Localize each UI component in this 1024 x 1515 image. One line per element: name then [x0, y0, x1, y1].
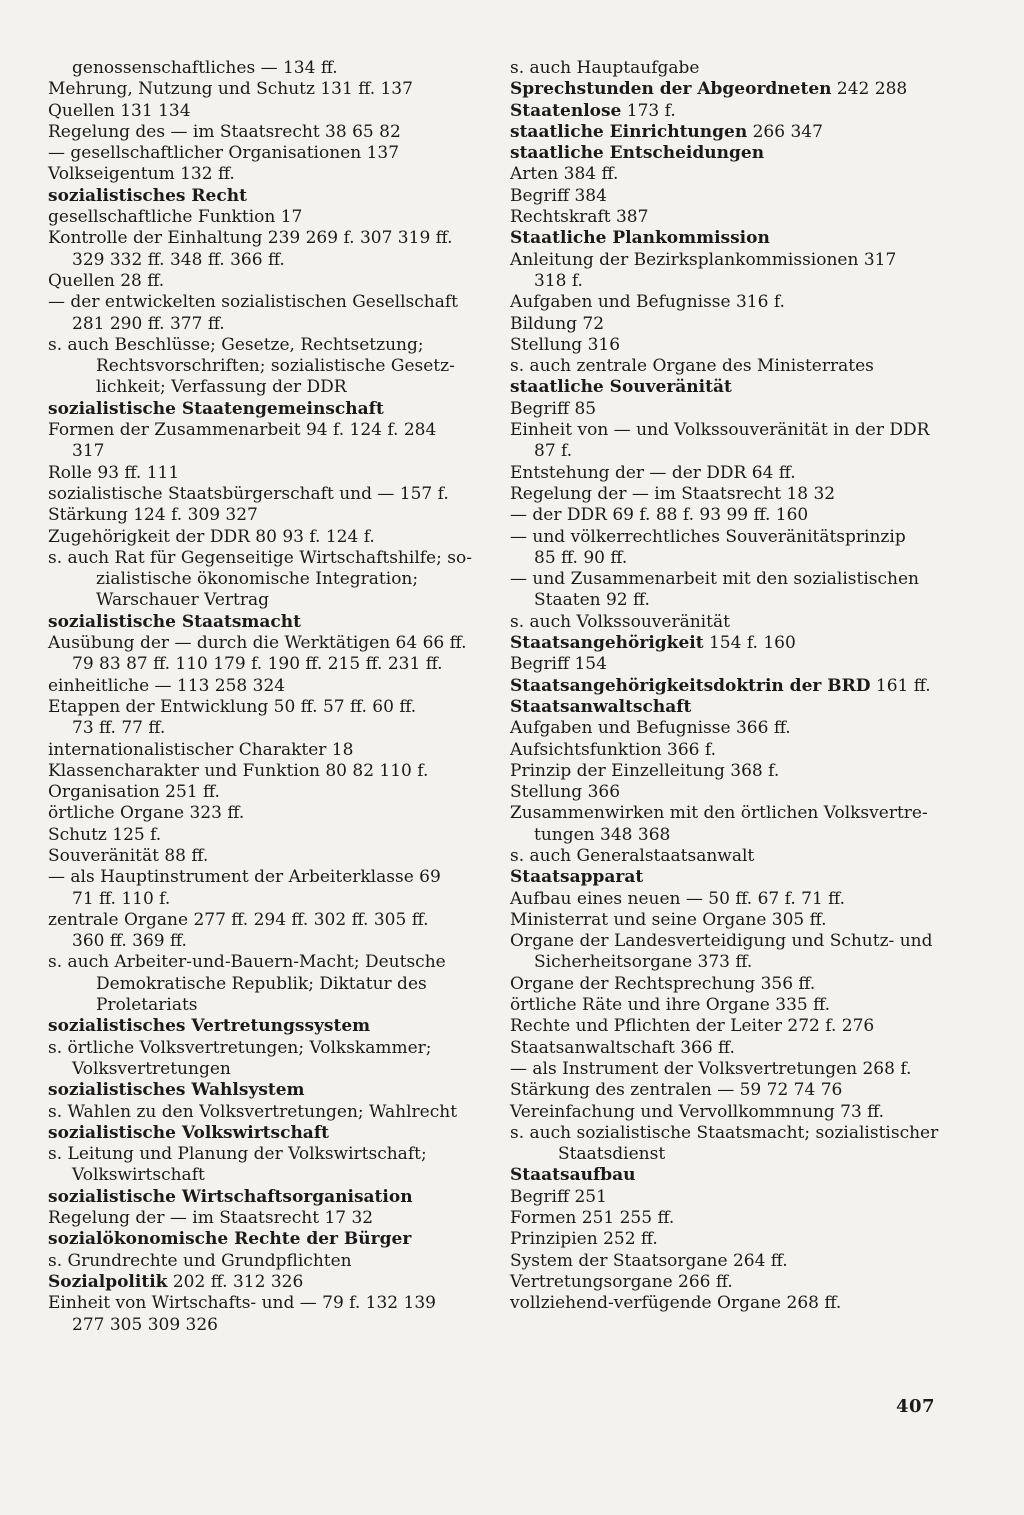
index-subentry: — gesellschaftlicher Organisationen 137 [48, 143, 400, 164]
index-continuation: Staatsdienst [558, 1144, 666, 1165]
index-subentry: Kontrolle der Einhaltung 239 269 f. 307 319 ff. [48, 228, 453, 249]
index-subentry: s. auch sozialistische Staatsmacht; sozialistischer [510, 1122, 939, 1143]
index-continuation: Rechtsvorschriften; sozialistische Gesetz- [96, 356, 455, 377]
index-subentry: Organisation 251 ff. [48, 782, 220, 803]
index-subentry: s. auch Volkssouveränität [510, 611, 730, 632]
index-subentry: Bildung 72 [510, 313, 605, 334]
index-subentry: Rechte und Pflichten der Leiter 272 f. 276 [510, 1016, 875, 1037]
index-subentry: genossenschaftliches — 134 ff. [72, 58, 338, 78]
index-subentry: Staatsanwaltschaft 366 ff. [510, 1037, 735, 1058]
index-continuation: 87 f. [534, 441, 573, 462]
index-continuation: Sicherheitsorgane 373 ff. [534, 952, 753, 973]
index-subentry: Begriff 154 [510, 654, 607, 675]
index-continuation: Proletariats [96, 995, 198, 1016]
index-subentry: System der Staatsorgane 264 ff. [510, 1250, 788, 1271]
index-subentry: s. Wahlen zu den Volksvertretungen; Wahlrecht [48, 1101, 458, 1122]
index-subentry: Organe der Landesverteidigung und Schutz- und [510, 931, 933, 952]
index-heading-entry: Staatenlose 173 f. [510, 100, 676, 121]
index-subentry: — der entwickelten sozialistischen Gesellschaft [48, 292, 458, 313]
index-subentry: Klassencharakter und Funktion 80 82 110 f. [48, 760, 429, 781]
index-heading: sozialistisches Recht [48, 185, 247, 206]
index-subentry: Einheit von — und Volkssouveränität in der DDR [510, 420, 930, 441]
index-subentry: s. auch Hauptaufgabe [510, 58, 700, 78]
index-subentry: s. örtliche Volksvertretungen; Volkskammer; [48, 1037, 432, 1058]
index-subentry: Zusammenwirken mit den örtlichen Volksvertre- [510, 803, 928, 824]
index-subentry: Volkseigentum 132 ff. [48, 164, 235, 185]
index-subentry: Begriff 85 [510, 398, 597, 419]
index-heading: sozialökonomische Rechte der Bürger [48, 1229, 412, 1250]
index-heading: sozialistisches Wahlsystem [48, 1080, 305, 1101]
index-continuation: 317 [72, 441, 105, 462]
index-subentry: Stellung 366 [510, 782, 621, 803]
index-continuation: lichkeit; Verfassung der DDR [96, 377, 347, 398]
index-subentry: örtliche Räte und ihre Organe 335 ff. [510, 995, 831, 1016]
index-subentry: Stärkung 124 f. 309 327 [48, 505, 258, 526]
index-continuation: 281 290 ff. 377 ff. [72, 313, 225, 334]
index-subentry: Entstehung der — der DDR 64 ff. [510, 462, 796, 483]
index-continuation: Volksvertretungen [72, 1058, 231, 1079]
index-subentry: einheitliche — 113 258 324 [48, 675, 286, 696]
index-subentry: Regelung der — im Staatsrecht 18 32 [510, 483, 836, 504]
index-continuation: Warschauer Vertrag [96, 590, 270, 611]
index-subentry: Organe der Rechtsprechung 356 ff. [510, 973, 816, 994]
index-subentry: Einheit von Wirtschafts- und — 79 f. 132 139 [48, 1293, 436, 1314]
index-continuation: Volkswirtschaft [72, 1165, 205, 1186]
index-subentry: Aufgaben und Befugnisse 316 f. [510, 292, 785, 313]
index-continuation: 79 83 87 ff. 110 179 f. 190 ff. 215 ff. 231 ff. [72, 654, 443, 675]
index-subentry: sozialistische Staatsbürgerschaft und — 157 f. [48, 483, 449, 504]
index-heading: Staatsaufbau [510, 1165, 636, 1186]
page-number: 407 [896, 1396, 936, 1417]
index-subentry: Begriff 384 [510, 185, 607, 206]
index-subentry: Quellen 28 ff. [48, 270, 165, 291]
index-subentry: s. auch Arbeiter-und-Bauern-Macht; Deutsche [48, 952, 446, 973]
index-subentry: s. Leitung und Planung der Volkswirtschaft; [48, 1144, 427, 1165]
index-continuation: 71 ff. 110 f. [72, 888, 171, 909]
index-subentry: Vertretungsorgane 266 ff. [510, 1271, 733, 1292]
index-subentry: Begriff 251 [510, 1186, 607, 1207]
index-subentry: Prinzipien 252 ff. [510, 1229, 658, 1250]
index-subentry: gesellschaftliche Funktion 17 [48, 207, 303, 228]
index-heading-entry: Staatsangehörigkeitsdoktrin der BRD 161 ff. [510, 675, 931, 696]
index-subentry: Etappen der Entwicklung 50 ff. 57 ff. 60 ff. [48, 696, 417, 717]
index-continuation: 360 ff. 369 ff. [72, 931, 187, 952]
index-continuation: 277 305 309 326 [72, 1314, 219, 1335]
index-heading: staatliche Entscheidungen [510, 143, 765, 164]
index-heading: sozialistische Volkswirtschaft [48, 1122, 329, 1143]
index-heading: Staatsanwaltschaft [510, 696, 692, 717]
index-subentry: s. Grundrechte und Grundpflichten [48, 1250, 352, 1271]
index-subentry: — als Hauptinstrument der Arbeiterklasse 69 [48, 867, 441, 888]
index-subentry: Aufsichtsfunktion 366 f. [510, 739, 716, 760]
index-continuation: 318 f. [534, 270, 583, 291]
index-subentry: — und völkerrechtliches Souveränitätsprinzip [510, 526, 906, 547]
index-subentry: s. auch Generalstaatsanwalt [510, 845, 755, 866]
index-subentry: Arten 384 ff. [510, 164, 619, 185]
index-heading-entry: staatliche Einrichtungen 266 347 [510, 121, 823, 142]
index-continuation: Staaten 92 ff. [534, 590, 650, 611]
index-heading: sozialistische Wirtschaftsorganisation [48, 1186, 413, 1207]
index-subentry: Rechtskraft 387 [510, 207, 649, 228]
index-subentry: s. auch Rat für Gegenseitige Wirtschaftshilfe; so- [48, 547, 472, 568]
index-subentry: Aufgaben und Befugnisse 366 ff. [510, 718, 791, 739]
index-subentry: Quellen 131 134 [48, 100, 191, 121]
index-subentry: Rolle 93 ff. 111 [48, 462, 180, 483]
index-subentry: Anleitung der Bezirksplankommissionen 317 [510, 249, 897, 270]
index-subentry: s. auch Beschlüsse; Gesetze, Rechtsetzung; [48, 334, 424, 355]
index-subentry: Mehrung, Nutzung und Schutz 131 ff. 137 [48, 79, 413, 100]
index-subentry: Souveränität 88 ff. [48, 845, 209, 866]
index-heading: Staatliche Plankommission [510, 228, 770, 249]
index-subentry: Ausübung der — durch die Werktätigen 64 66 ff. [48, 633, 467, 654]
index-subentry: Aufbau eines neuen — 50 ff. 67 f. 71 ff. [510, 888, 846, 909]
index-subentry: Stärkung des zentralen — 59 72 74 76 [510, 1080, 843, 1101]
index-heading: staatliche Souveränität [510, 377, 732, 398]
index-subentry: Stellung 316 [510, 334, 621, 355]
index-subentry: — und Zusammenarbeit mit den sozialistischen [510, 569, 919, 590]
index-subentry: vollziehend-verfügende Organe 268 ff. [510, 1293, 842, 1314]
index-continuation: tungen 348 368 [534, 824, 671, 845]
index-subentry: internationalistischer Charakter 18 [48, 739, 354, 760]
index-subentry: Schutz 125 f. [48, 824, 162, 845]
index-heading-entry: Staatsangehörigkeit 154 f. 160 [510, 633, 796, 654]
left-index-column [38, 58, 482, 1336]
index-subentry: Vereinfachung und Vervollkommnung 73 ff. [510, 1101, 885, 1122]
index-subentry: zentrale Organe 277 ff. 294 ff. 302 ff. 305 ff. [48, 909, 429, 930]
index-subentry: — der DDR 69 f. 88 f. 93 99 ff. 160 [510, 505, 809, 526]
index-heading-entry: Sozialpolitik 202 ff. 312 326 [48, 1271, 304, 1292]
index-subentry: Formen 251 255 ff. [510, 1208, 675, 1229]
index-heading: sozialistische Staatengemeinschaft [48, 398, 384, 419]
index-continuation: zialistische ökonomische Integration; [96, 569, 419, 590]
index-subentry: Prinzip der Einzelleitung 368 f. [510, 760, 780, 781]
index-subentry: örtliche Organe 323 ff. [48, 803, 245, 824]
index-continuation: 85 ff. 90 ff. [534, 547, 628, 568]
index-heading: Staatsapparat [510, 867, 644, 888]
index-continuation: 73 ff. 77 ff. [72, 718, 166, 739]
index-continuation: Demokratische Republik; Diktatur des [96, 973, 427, 994]
index-subentry: Regelung der — im Staatsrecht 17 32 [48, 1208, 374, 1229]
right-index-column [500, 58, 945, 1315]
index-subentry: — als Instrument der Volksvertretungen 268 f. [510, 1058, 912, 1079]
index-continuation: 329 332 ff. 348 ff. 366 ff. [72, 249, 285, 270]
index-subentry: Regelung des — im Staatsrecht 38 65 82 [48, 121, 401, 142]
index-heading-entry: Sprechstunden der Abgeordneten 242 288 [510, 79, 908, 100]
index-heading: sozialistisches Vertretungssystem [48, 1016, 371, 1037]
index-subentry: Zugehörigkeit der DDR 80 93 f. 124 f. [48, 526, 375, 547]
index-subentry: Ministerrat und seine Organe 305 ff. [510, 909, 827, 930]
index-subentry: Formen der Zusammenarbeit 94 f. 124 f. 284 [48, 420, 437, 441]
index-subentry: s. auch zentrale Organe des Ministerrates [510, 356, 874, 377]
index-heading: sozialistische Staatsmacht [48, 611, 301, 632]
